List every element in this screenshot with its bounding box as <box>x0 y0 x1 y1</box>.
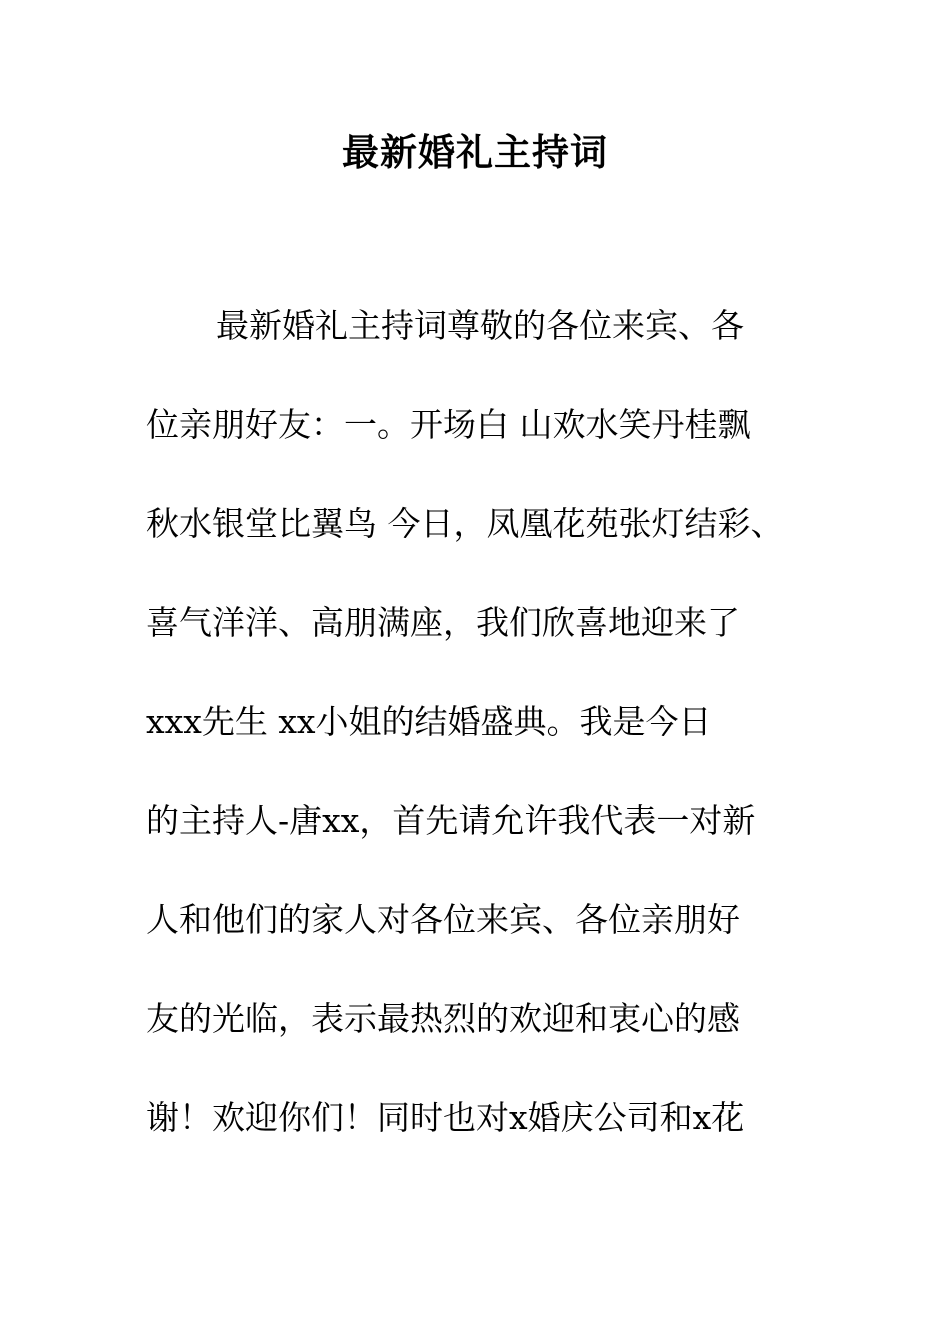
paragraph-line: 友的光临，表示最热烈的欢迎和衷心的感 <box>146 999 740 1038</box>
paragraph-line: 人和他们的家人对各位来宾、各位亲朋好 <box>146 900 740 939</box>
document-body <box>146 300 826 1191</box>
document-title: 最新婚礼主持词 <box>342 130 608 174</box>
paragraph-line: xxx先生 xx小姐的结婚盛典。我是今日 <box>146 702 712 741</box>
paragraph-line: 喜气洋洋、高朋满座，我们欣喜地迎来了 <box>146 603 740 642</box>
paragraph-line: 谢！欢迎你们！同时也对x婚庆公司和x花 <box>146 1098 745 1137</box>
paragraph-line: 的主持人-唐xx，首先请允许我代表一对新 <box>146 801 756 840</box>
paragraph-line: 秋水银堂比翼鸟 今日，凤凰花苑张灯结彩、 <box>146 504 784 543</box>
paragraph-line: 位亲朋好友：一。开场白 山欢水笑丹桂飘 <box>146 405 751 444</box>
paragraph-line: 最新婚礼主持词尊敬的各位来宾、各 <box>216 306 744 345</box>
